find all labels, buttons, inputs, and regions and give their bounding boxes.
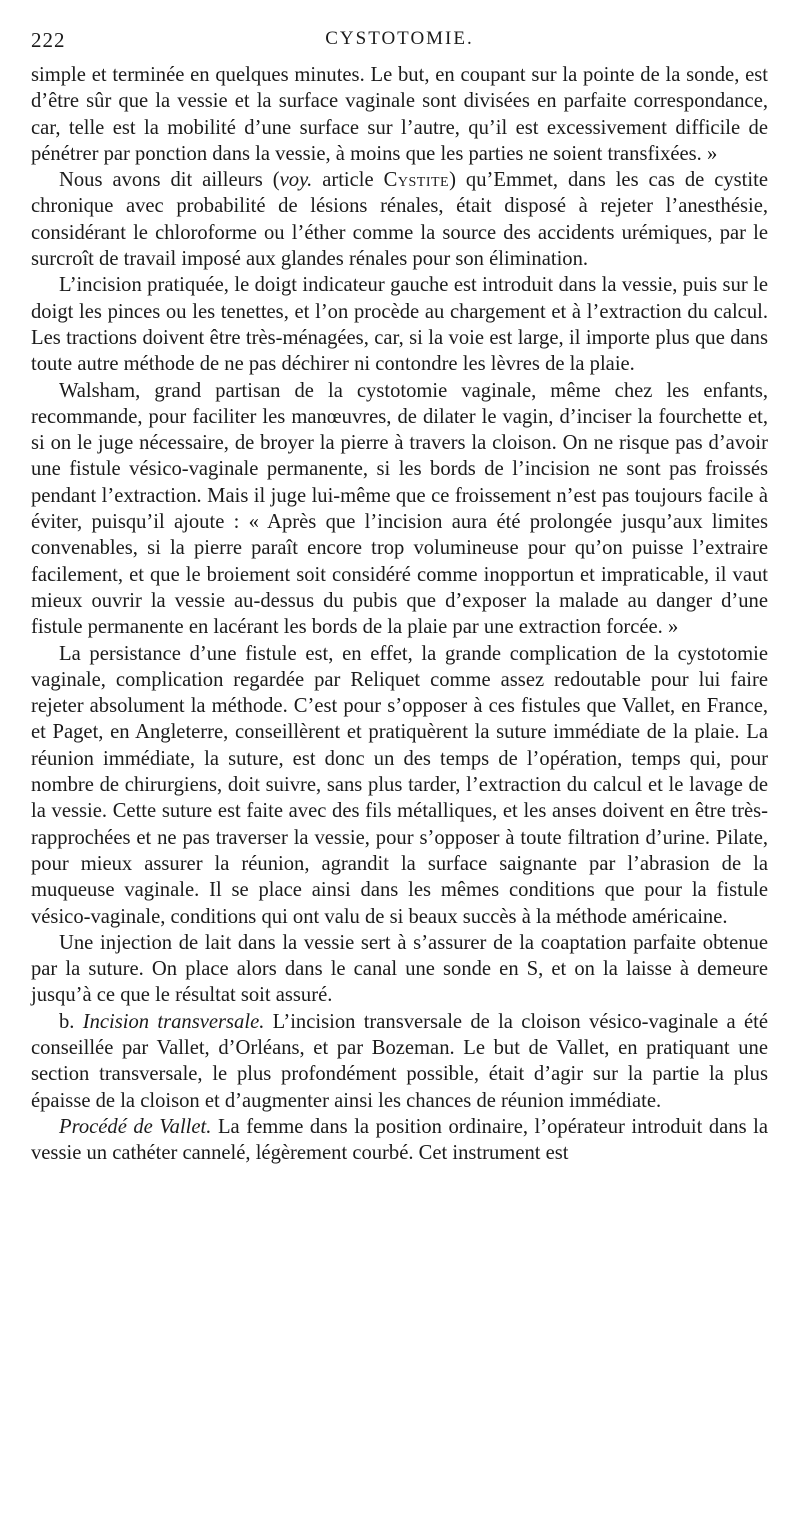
- section-heading-procede-de-vallet: Procédé de Vallet.: [59, 1115, 212, 1138]
- document-page: [31, 24, 768, 1166]
- page-header: [31, 24, 768, 54]
- body-text: [31, 62, 768, 1166]
- paragraph-8: [31, 1114, 768, 1167]
- voy-abbrev: voy.: [279, 169, 313, 192]
- paragraph-1: simple et terminée en quelques minutes. Le but, en coupant sur la pointe de la sonde, est d’être sûr que la vessie et la surface vaginale sont divisées en parfaite correspondance, car, telle est la mobilité d’une surface sur l’autre, qu’il est excessivement difficile de pénétrer par ponction dans la vessie, à moins que les parties ne soient transfixées. »: [31, 64, 768, 165]
- paragraph-2-part-b: article: [312, 169, 384, 192]
- paragraph-7-text: L’incision transversale de la cloison vésico-vaginale a été conseillée par Vallet, d’Orléans, et par Bozeman. Le but de Vallet, en pratiquant une section transversale, le plus profondément possible, était d’agir sur la partie la plus épaisse de la cloison et d’augmenter ainsi les chances de réunion immédiate.: [31, 1010, 768, 1112]
- paragraph-3: L’incision pratiquée, le doigt indicateur gauche est introduit dans la vessie, puis sur le doigt les pinces ou les tenettes, et l’on procède au chargement et à l’extraction du calcul. Les tractions doivent être très-ménagées, car, si la voie est large, il importe plus que dans toute autre méthode de ne pas déchirer ni contondre les lèvres de la plaie.: [31, 274, 768, 376]
- section-heading-incision-transversale: Incision transversale.: [82, 1010, 265, 1033]
- cystite-reference: Cystite: [383, 169, 450, 192]
- paragraph-2-part-a: Nous avons dit ailleurs (: [59, 169, 280, 192]
- running-title: CYSTOTOMIE.: [325, 28, 474, 49]
- paragraph-7: [31, 1009, 768, 1114]
- paragraph-2-part-c: ) qu’Emmet, dans les cas de cystite chronique avec probabilité de lésions rénales, était disposé à rejeter l’anesthésie, considérant le chloroforme ou l’éther comme la source des accidents urémiques, par le surcroît de travail imposé aux glandes rénales pour son élimination.: [31, 169, 768, 271]
- page-number: 222: [31, 28, 66, 52]
- paragraph-8-text: La femme dans la position ordinaire, l’opérateur introduit dans la vessie un cathéter cannelé, légèrement courbé. Cet instrument est: [31, 1115, 768, 1165]
- paragraph-5: La persistance d’une fistule est, en effet, la grande complication de la cystotomie vaginale, complication regardée par Reliquet comme assez redoutable pour lui faire rejeter absolument la méthode. C’est pour s’opposer à ces fistules que Vallet, en France, et Paget, en Angleterre, conseillèrent et pratiquèrent la suture immédiate de la plaie. La réunion immédiate, la suture, est donc un des temps de l’opération, temps qui, pour nombre de chirurgiens, doit suivre, sans plus tarder, l’extraction du calcul et le lavage de la vessie. Cette suture est faite avec des fils métalliques, et les anses doivent en être très-rapprochées et ne pas traverser la vessie, pour s’opposer à toute filtration d’urine. Pilate, pour mieux assurer la réunion, agrandit la surface saignante par l’abrasion de la muqueuse vaginale. Il se place ainsi dans les mêmes conditions que pour la fistule vésico-vaginale, conditions qui ont valu de si beaux succès à la méthode américaine.: [31, 642, 768, 928]
- section-marker: b.: [59, 1010, 75, 1033]
- paragraph-2: [31, 167, 768, 272]
- paragraph-6: Une injection de lait dans la vessie sert à s’assurer de la coaptation parfaite obtenue par la suture. On place alors dans le canal une sonde en S, et on la laisse à demeure jusqu’à ce que le résultat soit assuré.: [31, 931, 768, 1007]
- paragraph-4: Walsham, grand partisan de la cystotomie vaginale, même chez les enfants, recommande, pour faciliter les manœuvres, de dilater le vagin, d’inciser la fourchette et, si on le juge nécessaire, de broyer la pierre à travers la cloison. On ne risque pas d’avoir une fistule vésico-vaginale permanente, si les bords de l’incision ne sont pas froissés pendant l’extraction. Mais il juge lui-même que ce froissement n’est pas toujours facile à éviter, puisqu’il ajoute : « Après que l’incision aura été prolongée jusqu’aux limites convenables, si la pierre paraît encore trop volumineuse pour qu’on puisse l’extraire facilement, et que le broiement soit considéré comme inopportun et impraticable, il vaut mieux ouvrir la vessie au-dessus du pubis que d’exposer la malade au danger d’une fistule permanente en lacérant les bords de la plaie par une extraction forcée. »: [31, 379, 768, 639]
